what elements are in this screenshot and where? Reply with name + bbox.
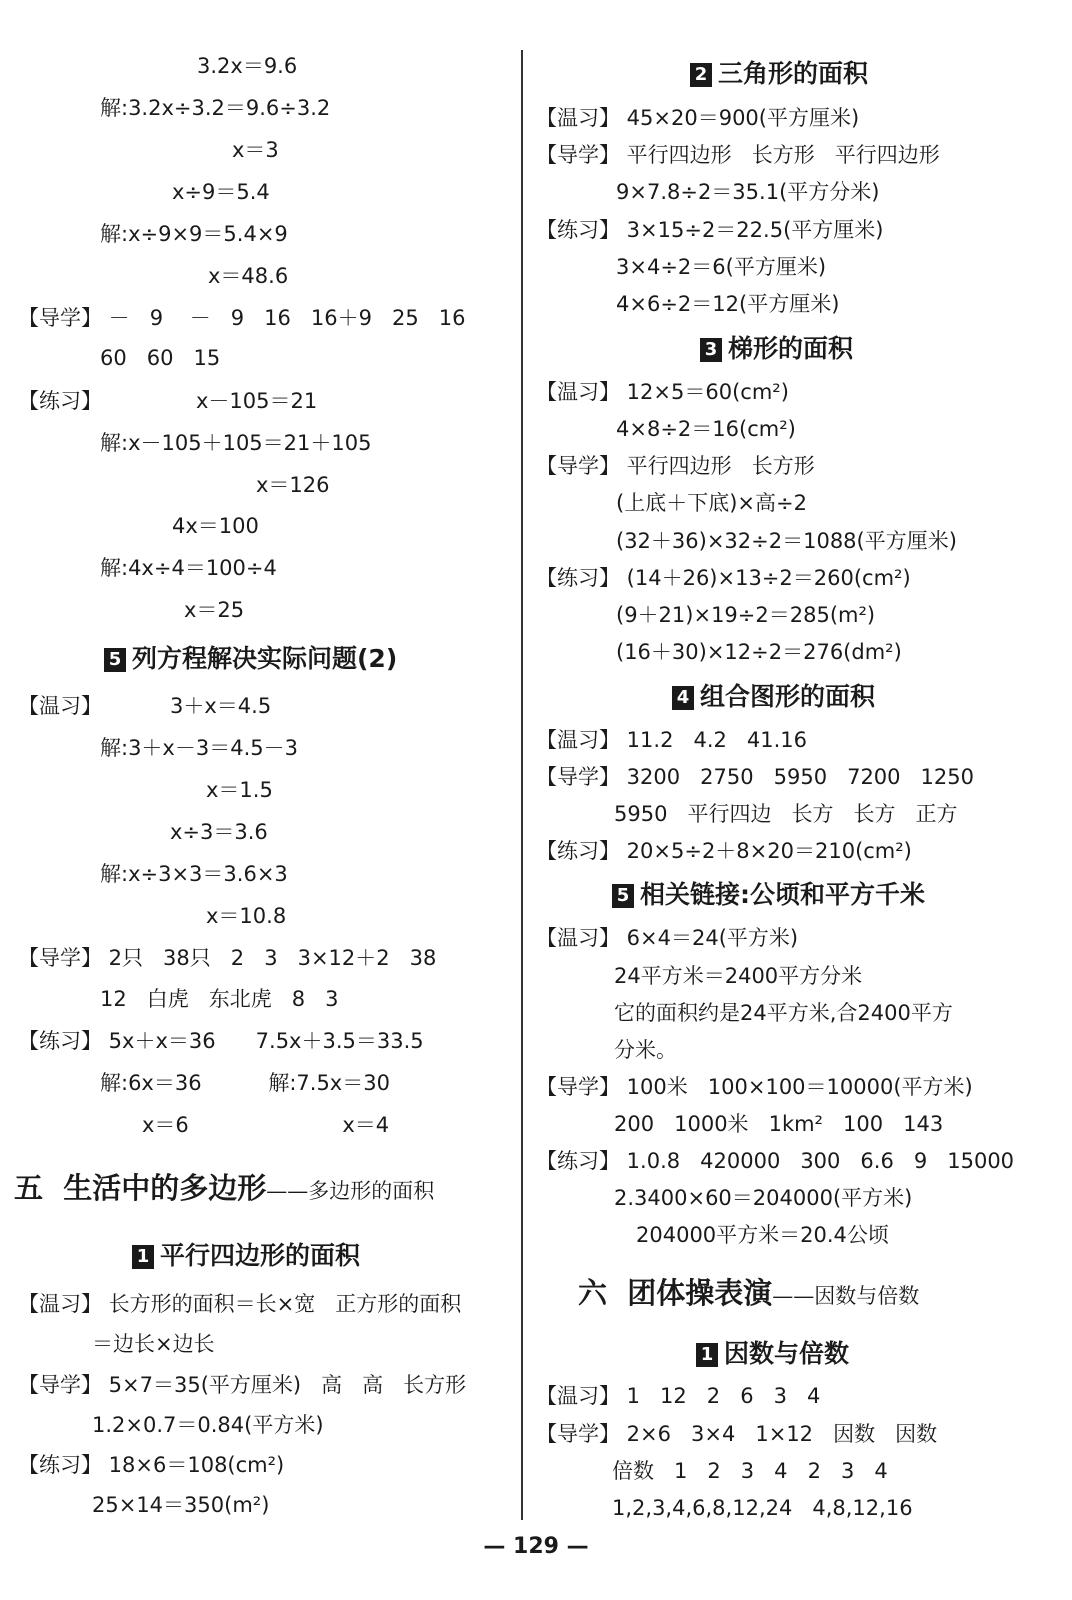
section-title: 三角形的面积	[718, 59, 869, 88]
answer-line: 解:x－105＋105＝21＋105	[100, 431, 372, 455]
section-title: 平行四边形的面积	[160, 1241, 361, 1270]
answer-line: 【导学】 100米 100×100＝10000(平方米)	[536, 1075, 973, 1099]
answer-line: x÷3＝3.6	[170, 820, 268, 844]
section-number: 5	[612, 884, 634, 908]
answer-line: 【导学】 2只 38只 2 3 3×12＋2 38	[18, 946, 437, 970]
section-number: 5	[104, 648, 126, 672]
section-heading	[690, 58, 868, 90]
column-divider	[521, 50, 523, 1520]
chapter-main-title: 五 生活中的多边形	[14, 1171, 267, 1205]
answer-line: 它的面积约是24平方米,合2400平方	[614, 1001, 953, 1025]
section-heading	[104, 643, 397, 675]
answer-line: 【温习】 11.2 4.2 41.16	[536, 728, 808, 752]
answer-line: 【练习】 3×15÷2＝22.5(平方厘米)	[536, 218, 884, 242]
section-number: 4	[672, 686, 694, 710]
answer-line: x－105＝21	[196, 389, 318, 413]
answer-line: 【练习】 5x＋x＝36 7.5x＋3.5＝33.5	[18, 1029, 424, 1053]
answer-line: x＝48.6	[208, 264, 289, 288]
chapter-main-title: 六 团体操表演	[578, 1276, 773, 1310]
section-label: 【练习】	[18, 389, 102, 413]
answer-line: 【导学】 2×6 3×4 1×12 因数 因数	[536, 1422, 938, 1446]
section-number: 1	[132, 1245, 154, 1269]
answer-line: 【温习】 1 12 2 6 3 4	[536, 1384, 821, 1408]
section-number: 1	[696, 1343, 718, 1367]
answer-line: 解:x÷9×9＝5.4×9	[100, 222, 288, 246]
answer-line: 解:6x＝36 解:7.5x＝30	[100, 1071, 390, 1095]
section-title: 因数与倍数	[724, 1339, 850, 1368]
section-number: 2	[690, 63, 712, 87]
section-heading	[132, 1240, 360, 1272]
answer-line: 4x＝100	[172, 514, 259, 538]
answer-line: 4×6÷2＝12(平方厘米)	[616, 292, 840, 316]
section-heading	[612, 879, 925, 911]
answer-line: 【导学】 5×7＝35(平方厘米) 高 高 长方形	[18, 1373, 467, 1397]
section-number: 3	[700, 338, 722, 362]
answer-line: 【练习】 (14＋26)×13÷2＝260(cm²)	[536, 566, 911, 590]
answer-line: 25×14＝350(m²)	[92, 1493, 270, 1517]
section-heading	[696, 1338, 849, 1370]
answer-line: x＝10.8	[206, 904, 287, 928]
answer-line: x＝1.5	[206, 778, 273, 802]
answer-line: x＝25	[184, 598, 245, 622]
answer-line: 9×7.8÷2＝35.1(平方分米)	[616, 180, 880, 204]
page-number: — 129 —	[483, 1534, 589, 1559]
answer-line: 1.2×0.7＝0.84(平方米)	[92, 1413, 324, 1437]
answer-line: x÷9＝5.4	[172, 180, 270, 204]
answer-line: 1,2,3,4,6,8,12,24 4,8,12,16	[612, 1496, 913, 1520]
answer-line: 【温习】 45×20＝900(平方厘米)	[536, 106, 860, 130]
answer-line: 204000平方米＝20.4公顷	[636, 1223, 889, 1247]
answer-line: 分米。	[614, 1038, 677, 1062]
answer-line: (上底＋下底)×高÷2	[616, 491, 807, 515]
answer-line: 【导学】 平行四边形 长方形	[536, 454, 815, 478]
answer-line: 解:3＋x－3＝4.5－3	[100, 736, 298, 760]
chapter-title	[578, 1275, 919, 1314]
answer-line: 3×4÷2＝6(平方厘米)	[616, 255, 827, 279]
section-title: 列方程解决实际问题(2)	[132, 644, 398, 673]
answer-line: (32＋36)×32÷2＝1088(平方厘米)	[616, 529, 957, 553]
answer-line: x＝126	[256, 473, 330, 497]
answer-line: (16＋30)×12÷2＝276(dm²)	[616, 640, 902, 664]
section-title: 组合图形的面积	[700, 682, 876, 711]
section-heading	[700, 333, 853, 365]
answer-line: 4×8÷2＝16(cm²)	[616, 417, 796, 441]
answer-line: 24平方米＝2400平方分米	[614, 964, 863, 988]
answer-line: 2.3400×60＝204000(平方米)	[614, 1186, 913, 1210]
answer-line: 12 白虎 东北虎 8 3	[100, 987, 339, 1011]
answer-line: 解:4x÷4＝100÷4	[100, 556, 277, 580]
section-heading	[672, 681, 875, 713]
answer-line: 3.2x＝9.6	[197, 54, 298, 78]
section-title: 相关链接:公顷和平方千米	[640, 880, 925, 909]
answer-line: 倍数 1 2 3 4 2 3 4	[612, 1459, 888, 1483]
chapter-title	[14, 1170, 434, 1209]
answer-line: x＝3	[232, 138, 279, 162]
section-label: 【温习】	[18, 694, 102, 718]
answer-line: 【练习】 1.0.8 420000 300 6.6 9 15000	[536, 1149, 1015, 1173]
answer-line: 【导学】 － 9 － 9 16 16＋9 25 16	[18, 306, 466, 330]
answer-line: 【练习】 18×6＝108(cm²)	[18, 1453, 285, 1477]
answer-line: 【温习】 6×4＝24(平方米)	[536, 926, 799, 950]
answer-line: (9＋21)×19÷2＝285(m²)	[616, 603, 876, 627]
section-title: 梯形的面积	[728, 334, 854, 363]
answer-line: x＝6 x＝4	[142, 1113, 390, 1137]
answer-line: 【练习】 20×5÷2＋8×20＝210(cm²)	[536, 839, 912, 863]
answer-line: 200 1000米 1km² 100 143	[614, 1112, 944, 1136]
answer-line: 60 60 15	[100, 346, 221, 370]
chapter-subtitle: ——因数与倍数	[772, 1284, 920, 1308]
answer-line: 【温习】 长方形的面积＝长×宽 正方形的面积	[18, 1292, 462, 1316]
answer-line: 【导学】 3200 2750 5950 7200 1250	[536, 765, 974, 789]
answer-line: 解:3.2x÷3.2＝9.6÷3.2	[100, 96, 331, 120]
answer-line: 【导学】 平行四边形 长方形 平行四边形	[536, 143, 940, 167]
answer-line: 解:x÷3×3＝3.6×3	[100, 862, 288, 886]
chapter-subtitle: ——多边形的面积	[266, 1179, 435, 1203]
answer-line: 【温习】 12×5＝60(cm²)	[536, 380, 789, 404]
answer-line: ＝边长×边长	[92, 1332, 215, 1356]
answer-line: 3＋x＝4.5	[170, 694, 272, 718]
answer-line: 5950 平行四边 长方 长方 正方	[614, 802, 958, 826]
